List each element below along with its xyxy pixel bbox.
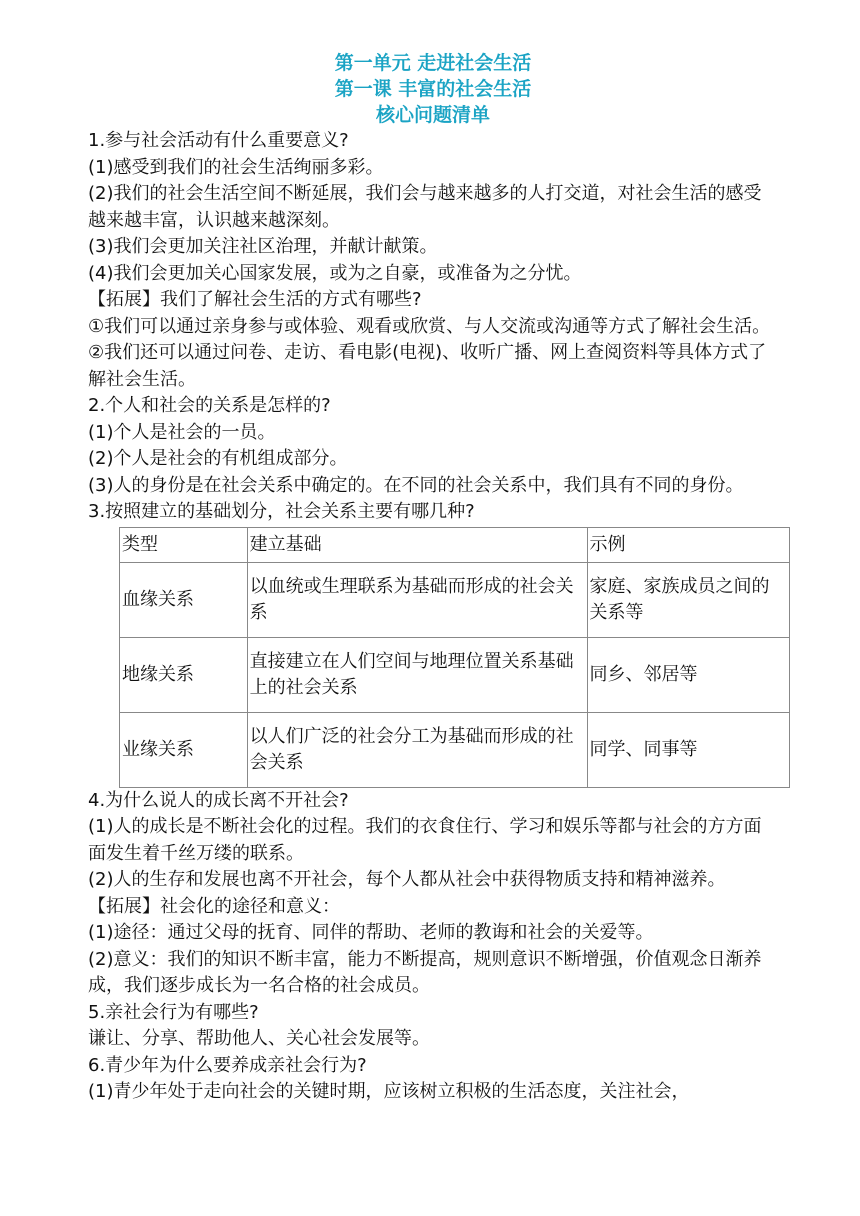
- question-4-title: 4.为什么说人的成长离不开社会?: [88, 789, 349, 811]
- answer-item: (3)我们会更加关注社区治理，并献计献策。: [88, 236, 438, 257]
- question-1-title: 1.参与社会活动有什么重要意义?: [88, 130, 349, 151]
- table-row: [120, 562, 790, 637]
- question-6-title: 6.青少年为什么要养成亲社会行为?: [88, 1054, 367, 1076]
- extension-text: ①我们可以通过亲身参与或体验、观看或欣赏、与人交流或沟通等方式了解社会生活。②我们还可以通过问卷、走访、看电影(电视)、收听广播、网上查阅资料等具体方式了解社会生活。: [88, 315, 771, 390]
- answer-item: (2)个人是社会的有机组成部分。: [88, 448, 348, 469]
- table-cell: 地缘关系: [120, 637, 248, 712]
- answer-item: (3)人的身份是在社会关系中确定的。在不同的社会关系中，我们具有不同的身份。: [88, 474, 744, 496]
- extension-title: 【拓展】我们了解社会生活的方式有哪些?: [88, 289, 422, 310]
- extension-item: (1)途径：通过父母的抚育、同伴的帮助、老师的教诲和社会的关爱等。: [88, 922, 654, 943]
- document-page: [88, 50, 778, 1106]
- table-cell: 以血统或生理联系为基础而形成的社会关系: [247, 562, 587, 637]
- extension-item: (2)意义：我们的知识不断丰富，能力不断提高，规则意识不断增强，价值观念日渐养成，我们逐步成长为一名合格的社会成员。: [88, 948, 762, 996]
- answer-item: (1)人的成长是不断社会化的过程。我们的衣食住行、学习和娱乐等都与社会的方方面面发生着千丝万缕的联系。: [88, 816, 762, 864]
- table-cell: 同学、同事等: [587, 712, 789, 787]
- table-header-cell: 示例: [587, 527, 789, 562]
- unit-title: 第一单元 走进社会生活: [334, 52, 532, 74]
- table-cell: 家庭、家族成员之间的关系等: [587, 562, 789, 637]
- question-5-title: 5.亲社会行为有哪些?: [88, 1001, 259, 1023]
- answer-item: (1)感受到我们的社会生活绚丽多彩。: [88, 156, 384, 178]
- social-relations-table: [119, 527, 790, 788]
- answer-item: (2)人的生存和发展也离不开社会，每个人都从社会中获得物质支持和精神滋养。: [88, 869, 726, 890]
- table-cell: 直接建立在人们空间与地理位置关系基础上的社会关系: [247, 637, 587, 712]
- list-title: 核心问题清单: [375, 104, 490, 126]
- answer-text: 谦让、分享、帮助他人、关心社会发展等。: [88, 1028, 430, 1049]
- table-row: [120, 712, 790, 787]
- table-cell: 以人们广泛的社会分工为基础而形成的社会关系: [247, 712, 587, 787]
- table-header-cell: 类型: [120, 527, 248, 562]
- table-cell: 同乡、邻居等: [587, 637, 789, 712]
- table-header-cell: 建立基础: [247, 527, 587, 562]
- question-2-title: 2.个人和社会的关系是怎样的?: [88, 395, 331, 416]
- answer-item: (4)我们会更加关心国家发展，或为之自豪，或准备为之分忧。: [88, 262, 582, 284]
- answer-item: (2)我们的社会生活空间不断延展，我们会与越来越多的人打交道，对社会生活的感受越来越丰富，认识越来越深刻。: [88, 183, 762, 231]
- lesson-title: 第一课 丰富的社会生活: [334, 78, 532, 100]
- table-cell: 血缘关系: [120, 562, 248, 637]
- extension-title: 【拓展】社会化的途径和意义：: [88, 895, 340, 917]
- table-header-row: [120, 527, 790, 562]
- table-cell: 业缘关系: [120, 712, 248, 787]
- answer-item: (1)青少年处于走向社会的关键时期，应该树立积极的生活态度，关注社会，: [88, 1081, 690, 1102]
- answer-item: (1)个人是社会的一员。: [88, 421, 276, 443]
- table-row: [120, 637, 790, 712]
- question-3-title: 3.按照建立的基础划分，社会关系主要有哪几种?: [88, 501, 475, 522]
